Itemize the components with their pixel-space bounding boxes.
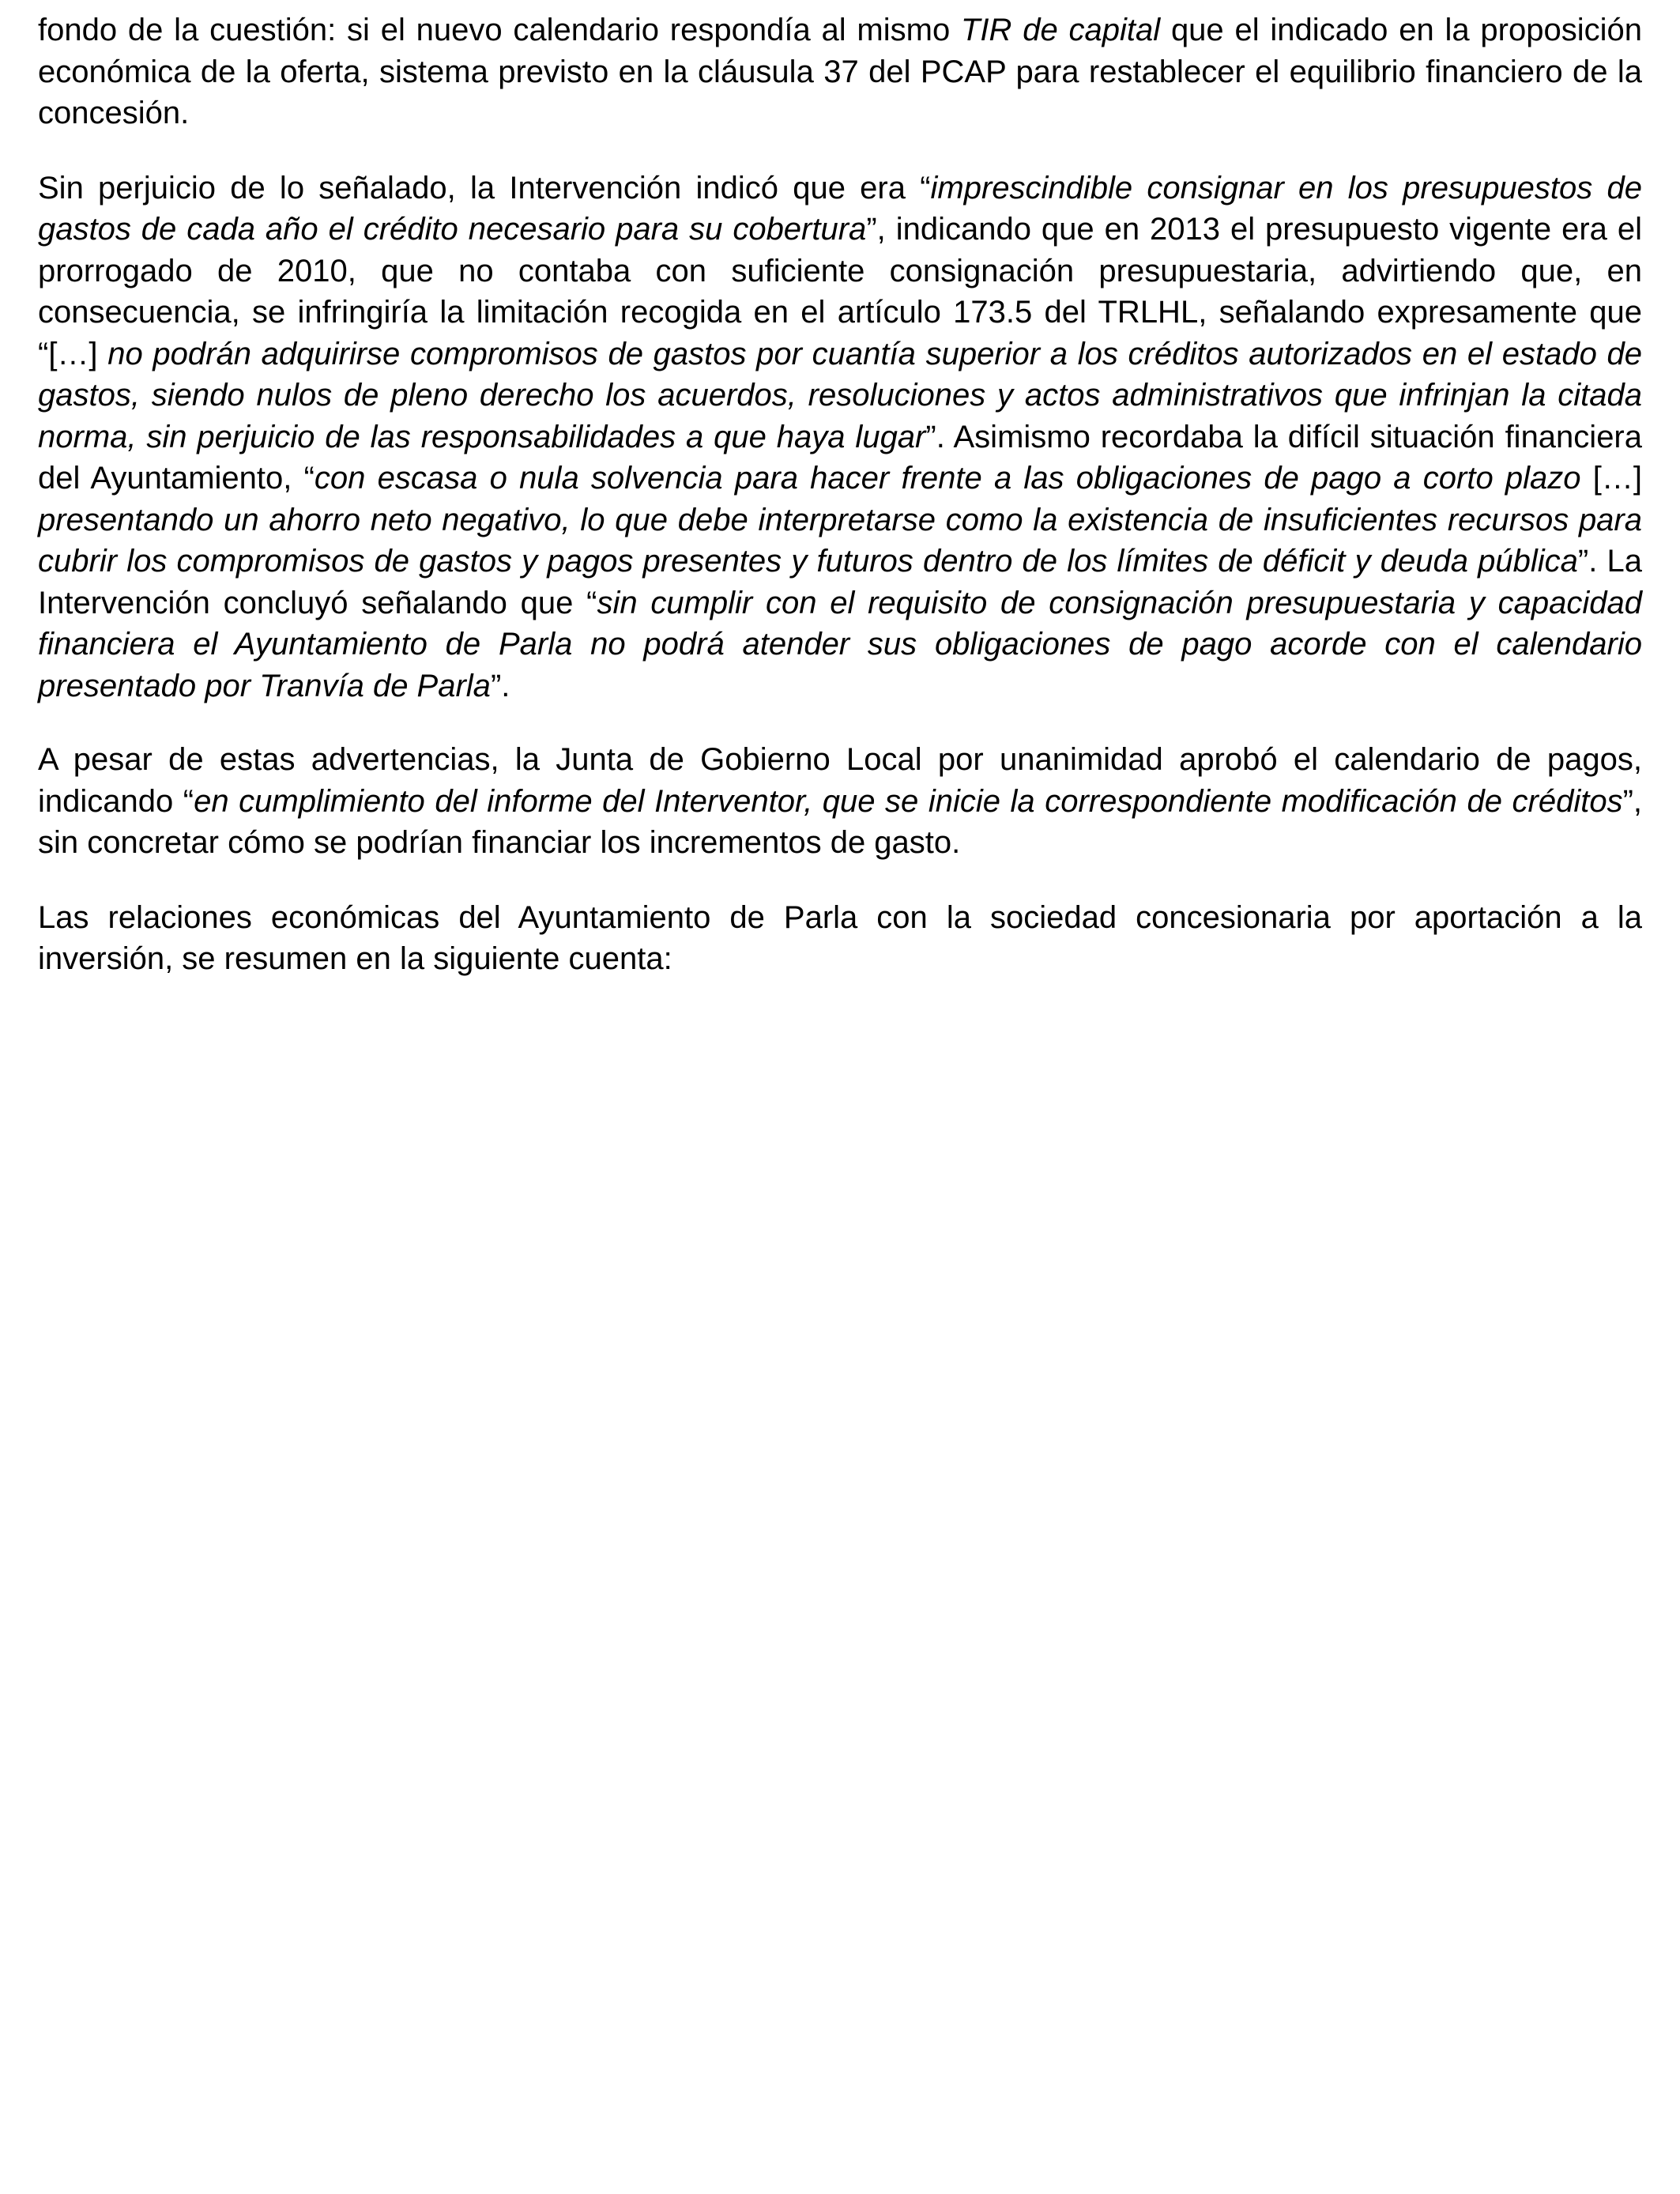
- text-run-italic: sin cumplir con el requisito de consignación presupuestaria y capacidad financiera el Ayuntamiento de Parla no podrá atender sus obligaciones de pago acorde con el calendario presentado por Tranvía de Parla: [38, 585, 1643, 703]
- text-run: que el indicado en la proposición económica de la oferta, sistema previsto en la cláusula 37 del PCAP para restablecer el equilibrio financiero de la concesión.: [38, 13, 1642, 130]
- text-run: Sin perjuicio de lo señalado, la Intervención indicó que era “: [38, 170, 931, 205]
- document-body: [38, 9, 1642, 1010]
- text-run-italic: en cumplimiento del informe del Interventor, que se inicie la correspondiente modificación de créditos: [194, 783, 1623, 819]
- paragraph-intervencion-report: [38, 168, 1642, 707]
- text-run-italic: TIR de capital: [960, 13, 1161, 47]
- text-run: […]: [1592, 461, 1643, 496]
- text-run: ”, indicando que en 2013 el presupuesto vigente era el prorrogado de 2010, que no contaba con suficiente consignación presupuestaria, advirtiendo que, en consecuencia, se infringiría la limitación recogida en el artículo 173.5 del TRLHL, señalando expresamente que “[…]: [38, 212, 1642, 371]
- text-run-italic: con escasa o nula solvencia para hacer frente a las obligaciones de pago a corto plazo: [314, 461, 1593, 496]
- text-run: ”. La Intervención concluyó señalando que “: [38, 544, 1642, 620]
- text-run: ”.: [490, 668, 510, 703]
- text-run-italic: presentando un ahorro neto negativo, lo que debe interpretarse como la existencia de insuficientes recursos para cubrir los compromisos de gastos y pagos presentes y futuros dentro de los límites de déficit y deuda pública: [38, 502, 1642, 579]
- paragraph-tir-capital: [38, 9, 1642, 134]
- paragraph-relaciones-economicas: [38, 897, 1642, 980]
- text-run: A pesar de estas advertencias, la Junta de Gobierno Local por unanimidad aprobó el calendario de pagos, indicando “: [38, 742, 1642, 819]
- text-run-italic: no podrán adquirirse compromisos de gastos por cuantía superior a los créditos autorizados en el estado de gastos, siendo nulos de pleno derecho los acuerdos, resoluciones y actos administrativos que infrinjan la citada norma, sin perjuicio de las responsabilidades a que haya lugar: [38, 336, 1642, 454]
- paragraph-junta-gobierno: [38, 739, 1642, 864]
- text-run: Las relaciones económicas del Ayuntamiento de Parla con la sociedad concesionaria por aportación a la inversión, se resumen en la siguiente cuenta:: [38, 899, 1642, 976]
- text-run: ”, sin concretar cómo se podrían financiar los incrementos de gasto.: [38, 783, 1642, 860]
- text-run-italic: imprescindible consignar en los presupuestos de gastos de cada año el crédito necesario para su cobertura: [38, 170, 1642, 247]
- text-run: fondo de la cuestión: si el nuevo calendario respondía al mismo: [38, 13, 961, 47]
- text-run: ”. Asimismo recordaba la difícil situación financiera del Ayuntamiento, “: [38, 419, 1642, 496]
